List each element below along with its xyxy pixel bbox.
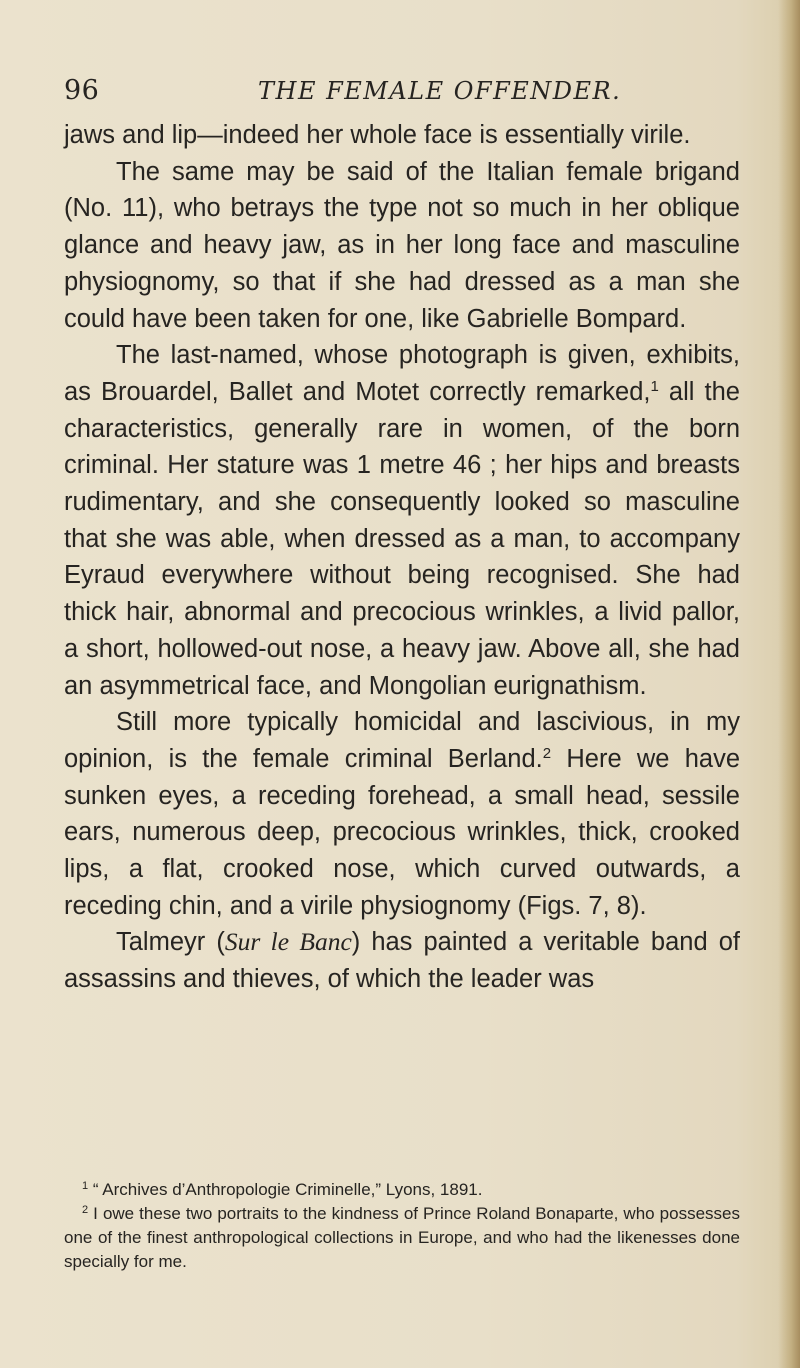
footnote-ref-1: 1 <box>650 377 659 395</box>
body-text <box>64 117 740 998</box>
footnote-ref-2: 2 <box>542 744 552 762</box>
footnote-text: “ Archives d’Anthropologie Criminelle,” Lyons, 1891. <box>88 1180 483 1199</box>
page-header <box>0 75 800 115</box>
paragraph-talmeyr-text-a: Talmeyr ( <box>116 928 225 957</box>
paragraph-brigand: The same may be said of the Italian female brigand (No. 11), who betrays the type not so much in her oblique glance and heavy jaw, as in her long face and masculine physiognomy, so that if she had dressed as a man she could have been taken for one, like Gabrielle Bompard. <box>64 157 740 333</box>
paragraph-talmeyr <box>64 924 740 997</box>
running-head: THE FEMALE OFFENDER. <box>258 77 622 105</box>
paragraph-talmeyr-text-b: ) has painted a veritable band of assassins and thieves, of which the leader was <box>64 928 740 994</box>
footnote-2 <box>64 1202 740 1274</box>
paragraph-bompard <box>64 337 740 704</box>
paragraph-bompard-text-b: all the characteristics, generally rare in women, of the born criminal. Her stature was 1 metre 46 ; her hips and breasts rudimentary, and she consequently looked so masculine that she was able, when dressed as a man, to accompany Eyraud everywhere without being recognised. She had thick hair, abnormal and precocious wrinkles, a livid pallor, a short, hollowed-out nose, a heavy jaw. Above all, she had an asymmetrical face, and Mongolian eurignathism. <box>64 377 740 700</box>
footnote-mark: 2 <box>82 1204 89 1216</box>
page-number: 96 <box>64 75 100 106</box>
paragraph-bompard-text-a: The last-named, whose photograph is given, exhibits, as Brouardel, Ballet and Motet correctly remarked, <box>64 341 740 406</box>
footnote-1 <box>64 1178 740 1202</box>
footnote-text: I owe these two portraits to the kindness of Prince Roland Bonaparte, who possesses one of the finest anthropological collections in Europe, and who had the likenesses done specially for me. <box>64 1204 740 1271</box>
book-title: Sur le Banc <box>224 927 352 957</box>
paragraph-berland-text-a: Still more typically homicidal and lascivious, in my opinion, is the female criminal Berland. <box>64 708 740 773</box>
page-edge-shadow <box>778 0 800 1368</box>
footnote-mark: 1 <box>82 1180 89 1192</box>
paragraph-berland-text-b: Here we have sunken eyes, a receding forehead, a small head, sessile ears, numerous deep, precocious wrinkles, thick, crooked lips, a flat, crooked nose, which curved outwards, a receding chin, and a virile physiognomy (Figs. 7, 8). <box>64 744 740 920</box>
paragraph-berland <box>64 704 740 924</box>
paragraph-continued: jaws and lip—indeed her whole face is essentially virile. <box>64 121 691 149</box>
footnotes <box>64 1178 740 1274</box>
